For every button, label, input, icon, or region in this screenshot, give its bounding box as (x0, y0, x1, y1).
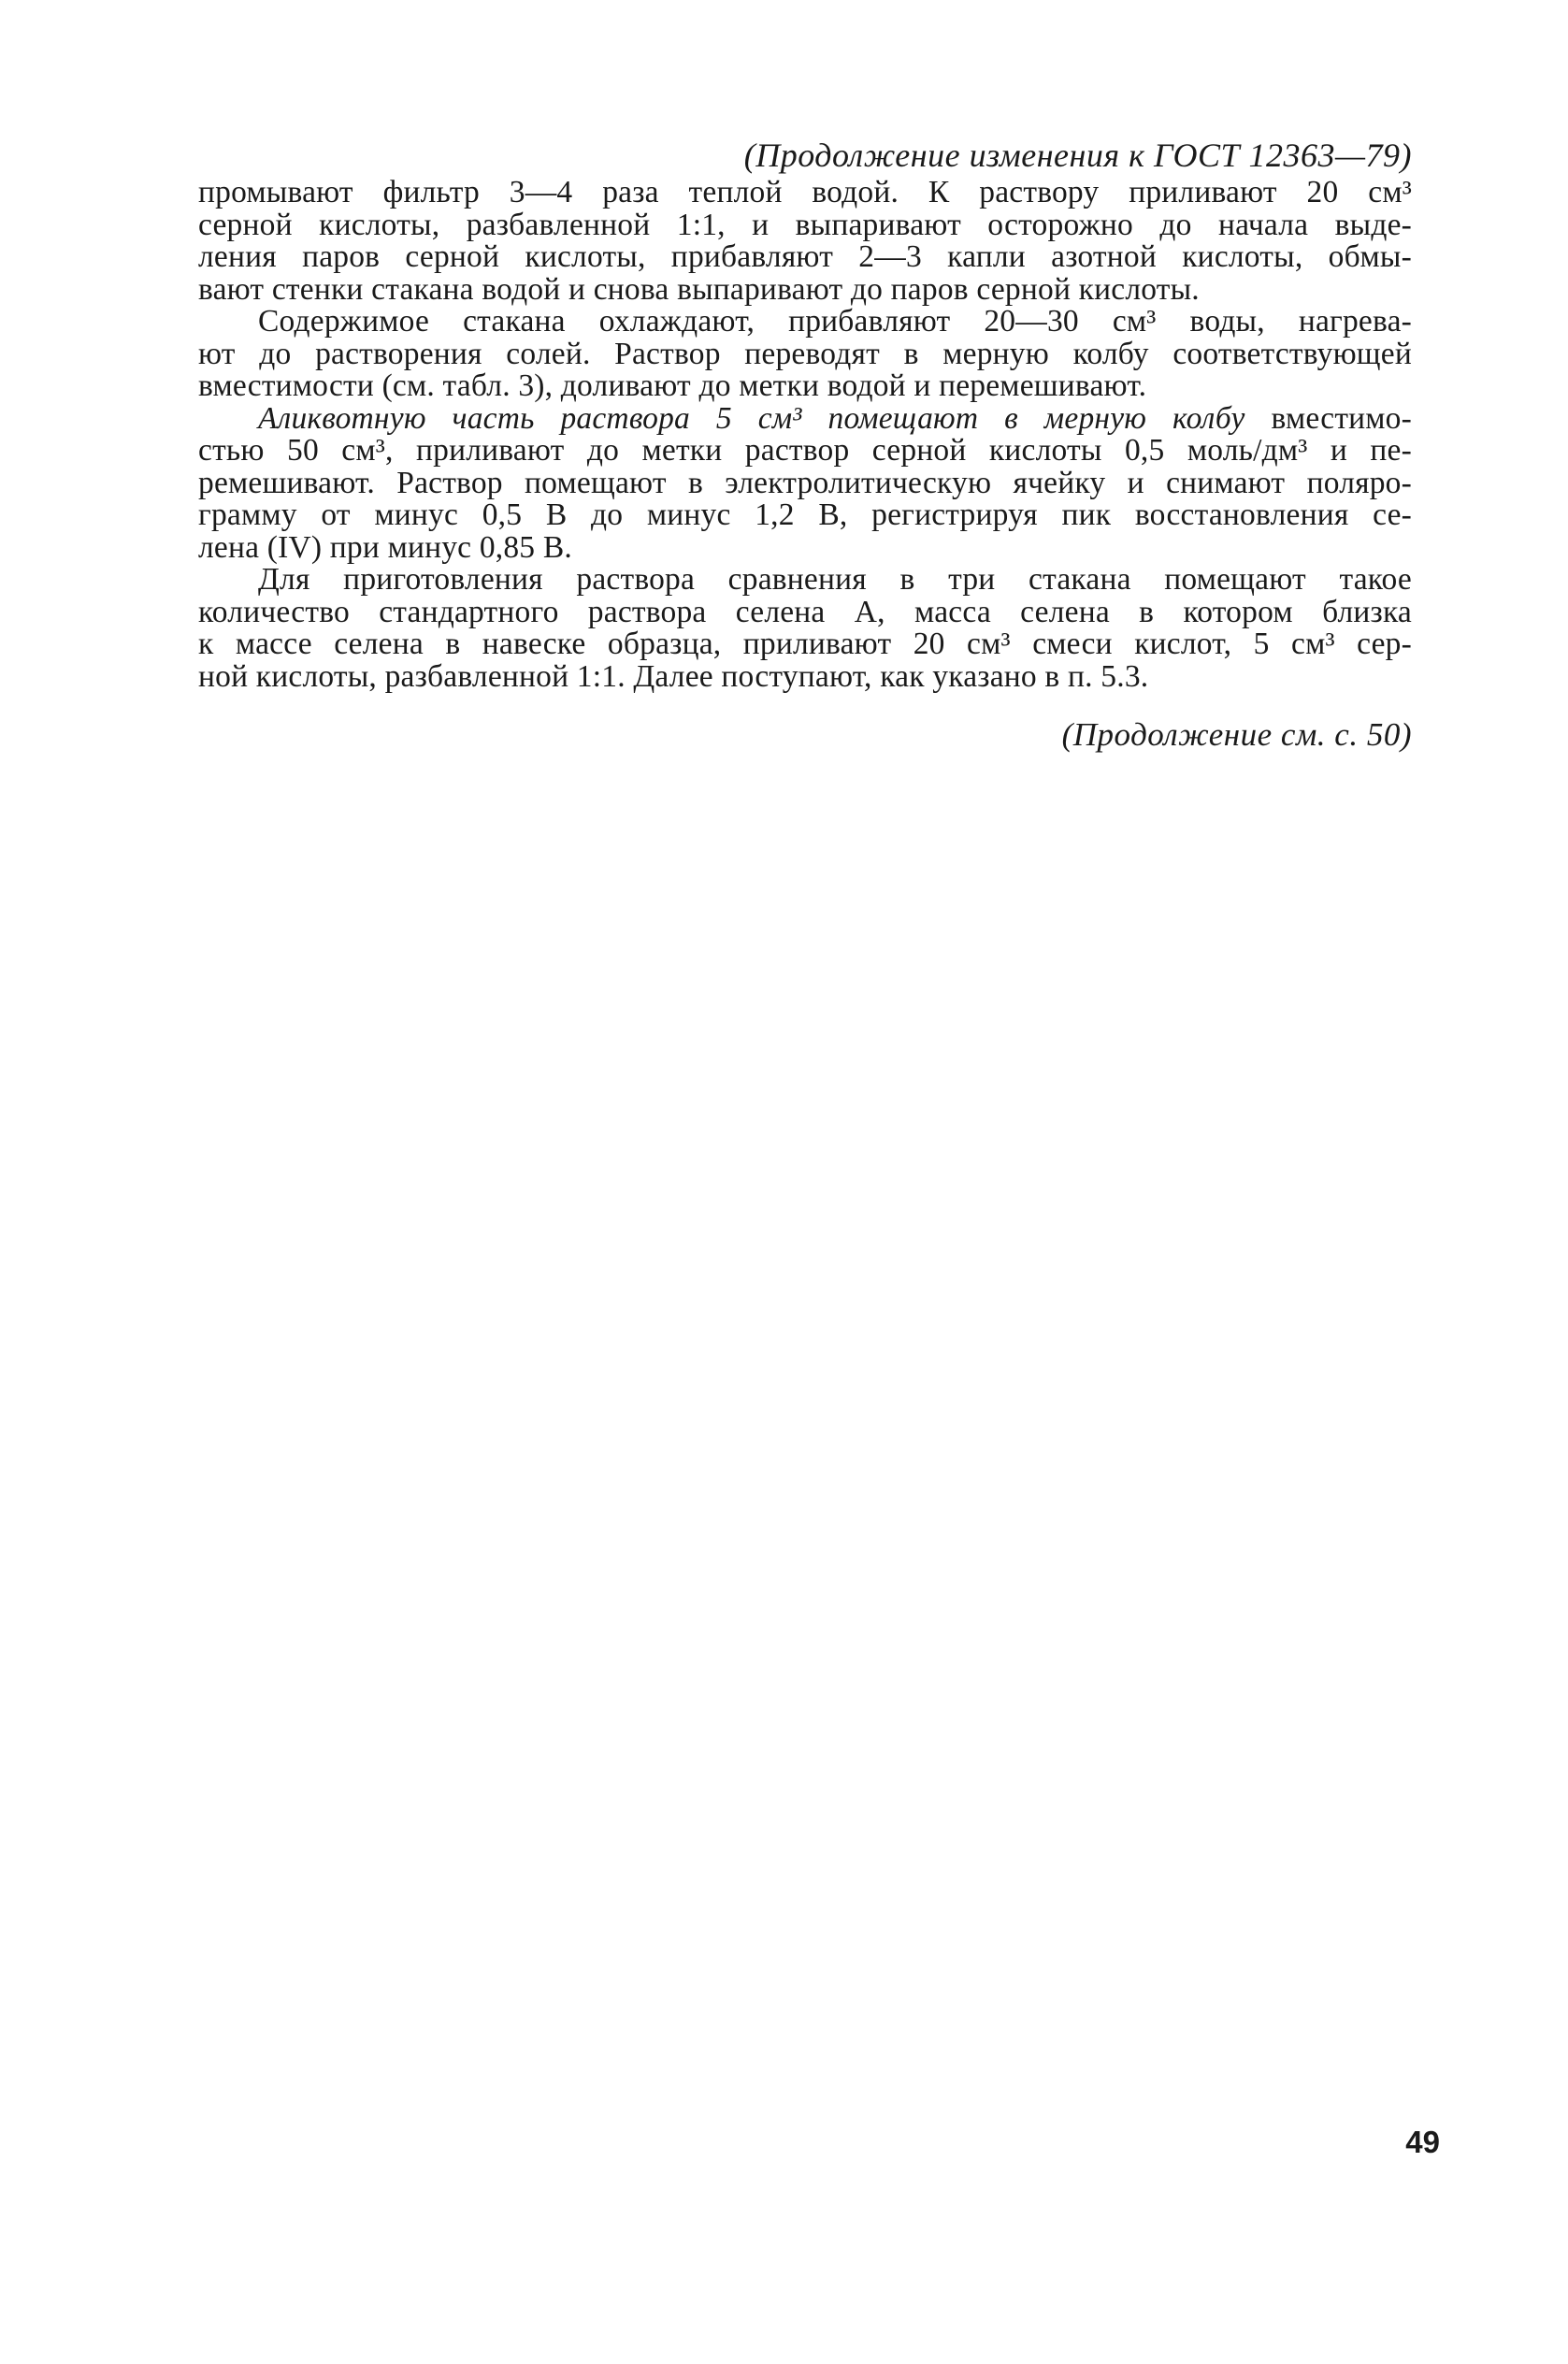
text-line: серной кислоты, разбавленной 1:1, и выпаривают осторожно до начала выде- (198, 207, 1412, 242)
paragraph-4 (198, 564, 1412, 693)
page-number: 49 (1405, 2125, 1440, 2159)
continuation-header: (Продолжение изменения к ГОСТ 12363—79) (743, 137, 1412, 174)
text-line: ной кислоты, разбавленной 1:1. Далее поступают, как указано в п. 5.3. (198, 658, 1149, 694)
text-line: к массе селена в навеске образца, приливают 20 см³ смеси кислот, 5 см³ сер- (198, 627, 1412, 661)
paragraph-2 (198, 306, 1412, 403)
text-line: лена (IV) при минус 0,85 В. (198, 529, 572, 565)
paragraph-3 (198, 400, 1412, 565)
text-line: промывают фильтр 3—4 раза теплой водой. К раствору приливают 20 см³ (198, 175, 1412, 209)
text-fragment: вместимо- (1244, 400, 1412, 436)
text-line: ления паров серной кислоты, прибавляют 2—3 капли азотной кислоты, обмы- (198, 239, 1412, 274)
text-line: вместимости (см. табл. 3), доливают до метки водой и перемешивают. (198, 368, 1147, 403)
text-line: грамму от минус 0,5 В до минус 1,2 В, регистрируя пик восстановления се- (198, 497, 1412, 532)
text-line: вают стенки стакана водой и снова выпаривают до паров серной кислоты. (198, 271, 1200, 307)
continued-on-note: (Продолжение см. с. 50) (1061, 716, 1412, 753)
text-line: ют до растворения солей. Раствор переводят в мерную колбу соответствующей (198, 336, 1412, 371)
text-line: ремешивают. Раствор помещают в электролитическую ячейку и снимают поляро- (198, 465, 1412, 500)
text-line: Содержимое стакана охлаждают, прибавляют 20—30 см³ воды, нагрева- (258, 304, 1412, 339)
paragraph-1 (198, 177, 1412, 306)
text-line (198, 400, 1412, 436)
italic-lead-text: Аликвотную часть раствора 5 см³ помещают в мерную колбу (258, 400, 1245, 436)
text-line: стью 50 см³, приливают до метки раствор серной кислоты 0,5 моль/дм³ и пе- (198, 433, 1412, 468)
document-page (198, 136, 1412, 755)
text-line: количество стандартного раствора селена А, масса селена в котором близка (198, 594, 1412, 629)
text-line: Для приготовления раствора сравнения в три стакана помещают такое (258, 562, 1412, 597)
